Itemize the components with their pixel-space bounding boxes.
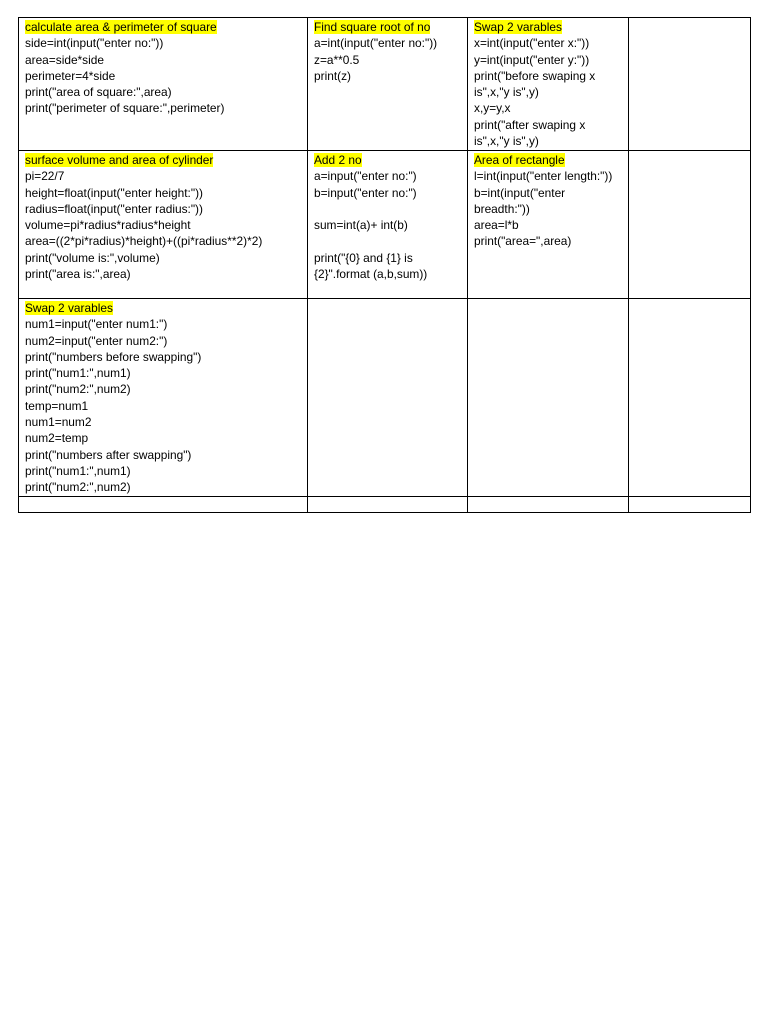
code-line: volume=pi*radius*radius*height (25, 218, 191, 233)
cell-empty (629, 299, 751, 497)
code-line: a=input("enter no:") (314, 169, 417, 184)
cell-square (19, 18, 308, 151)
table-row (19, 18, 751, 151)
code-line: print("area is:",area) (25, 267, 131, 282)
code-line: side=int(input("enter no:")) (25, 36, 164, 51)
code-lines (25, 35, 301, 116)
code-line: sum=int(a)+ int(b) (314, 218, 408, 233)
code-line: area=l*b (474, 218, 519, 233)
code-line: z=a**0.5 (314, 52, 360, 67)
code-line: print("area=",area) (474, 234, 572, 249)
code-line: print("after swaping x is",x,"y is",y) (474, 117, 589, 149)
code-lines (314, 168, 461, 282)
cell-empty (629, 18, 751, 151)
code-lines (314, 35, 461, 84)
code-line: radius=float(input("enter radius:")) (25, 201, 203, 216)
cell-add (308, 151, 468, 299)
code-line: l=int(input("enter length:")) (474, 169, 613, 184)
table-row (19, 497, 751, 513)
code-lines (474, 35, 622, 149)
code-snippets-table (18, 17, 751, 513)
code-line: num1=input("enter num1:") (25, 317, 168, 332)
cell-empty (629, 151, 751, 299)
code-line: print("num1:",num1) (25, 366, 131, 381)
cell-title: Swap 2 varables (474, 20, 562, 34)
cell-empty (308, 497, 468, 513)
code-line: print(z) (314, 68, 351, 83)
cell-empty (629, 497, 751, 513)
cell-title: Swap 2 varables (25, 301, 113, 315)
code-line: print("before swaping x is",x,"y is",y) (474, 68, 599, 100)
code-line: perimeter=4*side (25, 68, 116, 83)
code-line: height=float(input("enter height:")) (25, 185, 203, 200)
cell-cylinder (19, 151, 308, 299)
code-line: print("num1:",num1) (25, 463, 131, 478)
code-line: pi=22/7 (25, 169, 65, 184)
cell-swap-xy (468, 18, 629, 151)
cell-title: surface volume and area of cylinder (25, 153, 214, 167)
code-line: b=int(input("enter breadth:")) (474, 185, 569, 216)
code-line: x,y=y,x (474, 101, 511, 116)
table-row (19, 299, 751, 497)
cell-rectangle (468, 151, 629, 299)
cell-empty (308, 299, 468, 497)
code-line: print("numbers after swapping") (25, 447, 192, 462)
cell-sqrt (308, 18, 468, 151)
table-row (19, 151, 751, 299)
code-line: area=side*side (25, 52, 104, 67)
code-line (314, 201, 461, 217)
cell-empty (468, 299, 629, 497)
code-line: print("{0} and {1} is {2}".format (a,b,sum)) (314, 250, 428, 282)
code-line: print("num2:",num2) (25, 382, 131, 397)
cell-title: Area of rectangle (474, 153, 565, 167)
cell-empty (468, 497, 629, 513)
code-lines (25, 316, 301, 495)
cell-empty (19, 497, 308, 513)
code-line: print("area of square:",area) (25, 85, 172, 100)
code-line: y=int(input("enter y:")) (474, 52, 590, 67)
cell-title: Find square root of no (314, 20, 431, 34)
code-line: num2=input("enter num2:") (25, 333, 168, 348)
code-line: area=((2*pi*radius)*height)+((pi*radius**2)*2) (25, 234, 263, 249)
code-line: num1=num2 (25, 415, 92, 430)
code-lines (25, 168, 301, 282)
code-line: x=int(input("enter x:")) (474, 36, 590, 51)
cell-title: calculate area & perimeter of square (25, 20, 217, 34)
cell-title: Add 2 no (314, 153, 362, 167)
code-line: num2=temp (25, 431, 89, 446)
code-line: print("volume is:",volume) (25, 250, 160, 265)
code-line: a=int(input("enter no:")) (314, 36, 438, 51)
cell-swap-nums (19, 299, 308, 497)
code-line: print("numbers before swapping") (25, 349, 202, 364)
code-line: print("num2:",num2) (25, 480, 131, 495)
code-line: temp=num1 (25, 398, 89, 413)
code-line: b=input("enter no:") (314, 185, 417, 200)
code-line: print("perimeter of square:",perimeter) (25, 101, 225, 116)
code-line (314, 233, 461, 249)
code-lines (474, 168, 622, 249)
